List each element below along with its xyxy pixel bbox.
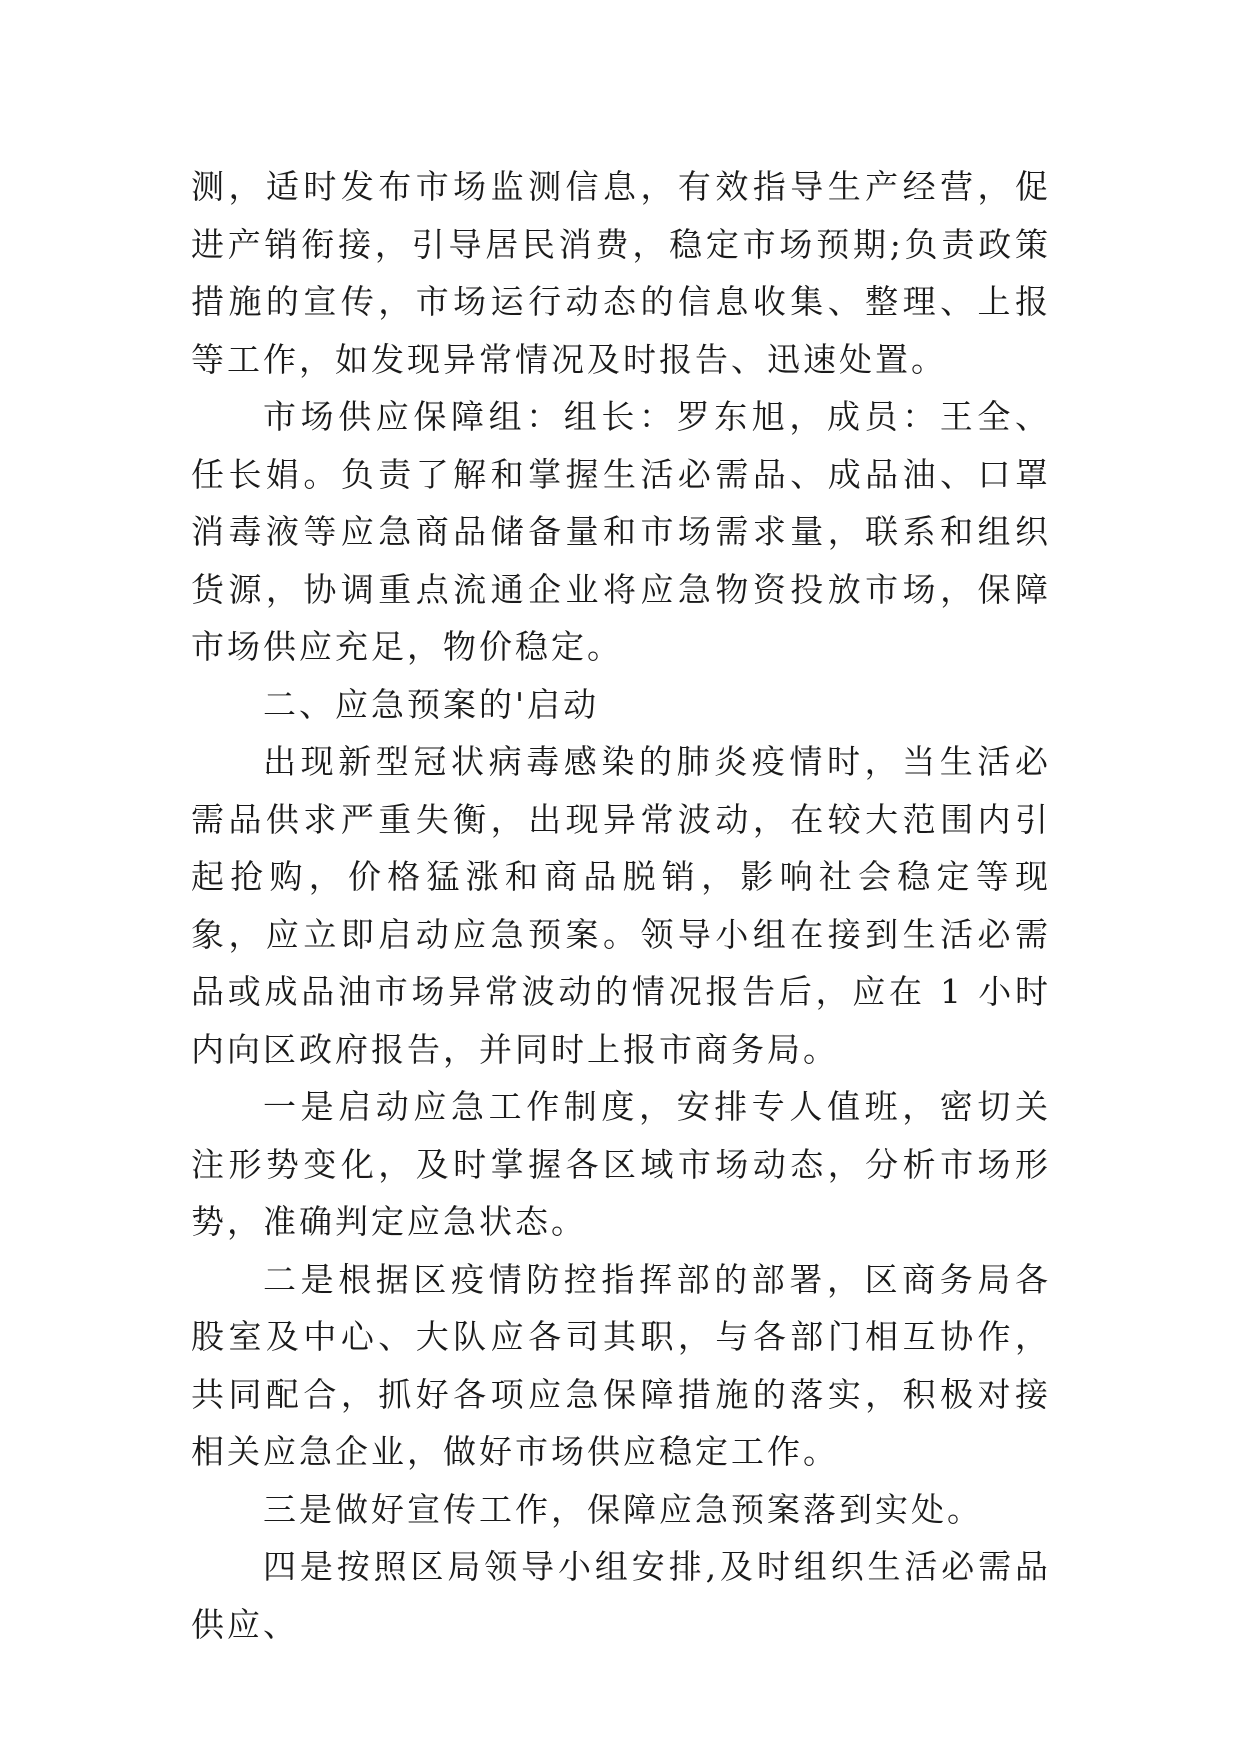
paragraph-measure-two: 二是根据区疫情防控指挥部的部署，区商务局各股室及中心、大队应各司其职，与各部门相互协作，共同配合，抓好各项应急保障措施的落实，积极对接相关应急企业，做好市场供应稳定工作。 — [191, 1259, 1051, 1471]
paragraph-supply-group: 市场供应保障组：组长：罗东旭，成员：王全、任长娟。负责了解和掌握生活必需品、成品油、口罩消毒液等应急商品储备量和市场需求量，联系和组织货源，协调重点流通企业将应急物资投放市场，保障市场供应充足，物价稳定。 — [191, 397, 1051, 666]
paragraph-activation-conditions: 出现新型冠状病毒感染的肺炎疫情时，当生活必需品供求严重失衡，出现异常波动，在较大范围内引起抢购，价格猛涨和商品脱销，影响社会稳定等现象，应立即启动应急预案。领导小组在接到生活必需品或成品油市场异常波动的情况报告后，应在 1 小时内向区政府报告，并同时上报市商务局。 — [191, 742, 1051, 1069]
paragraph-measure-four: 四是按照区局领导小组安排,及时组织生活必需品供应、 — [191, 1547, 1051, 1644]
paragraph-market-monitoring: 测，适时发布市场监测信息，有效指导生产经营，促进产销衔接，引导居民消费，稳定市场预期;负责政策措施的宣传，市场运行动态的信息收集、整理、上报等工作，如发现异常情况及时报告、迅速处置。 — [191, 167, 1051, 379]
document-body — [191, 158, 1051, 1653]
paragraph-measure-one: 一是启动应急工作制度，安排专人值班，密切关注形势变化，及时掌握各区域市场动态，分析市场形势，准确判定应急状态。 — [191, 1087, 1051, 1241]
section-heading-plan-activation: 二、应急预案的'启动 — [263, 684, 600, 724]
paragraph-measure-three: 三是做好宣传工作，保障应急预案落到实处。 — [263, 1489, 983, 1529]
